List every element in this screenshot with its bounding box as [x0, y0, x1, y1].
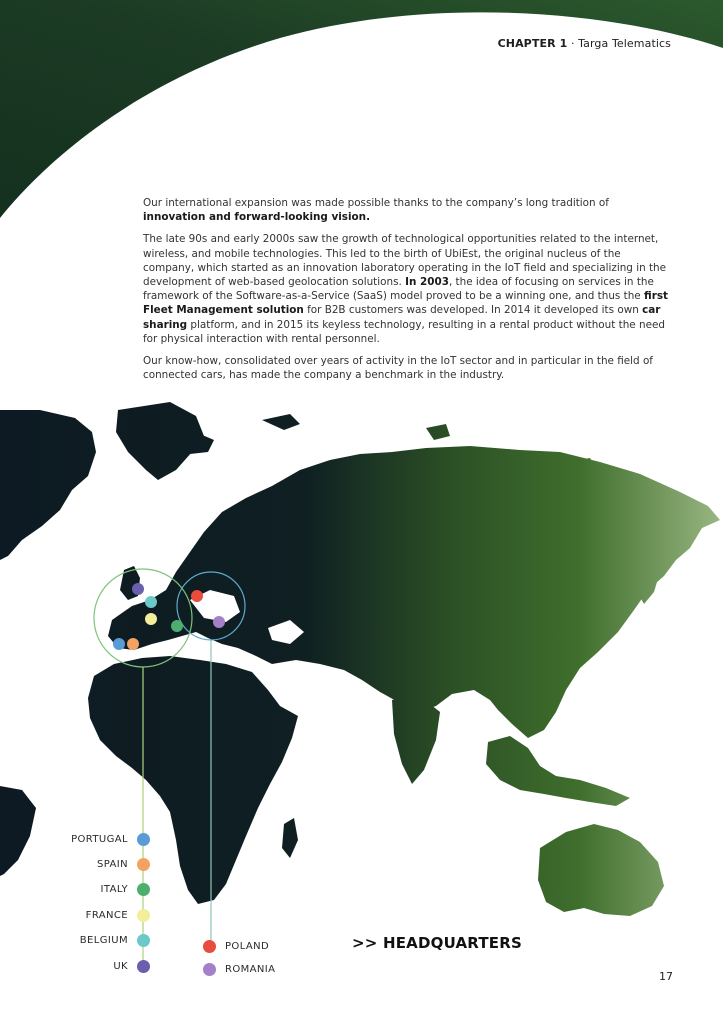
- romania-marker: [213, 616, 225, 628]
- portugal-marker: [113, 638, 125, 650]
- bold-run: first Fleet Management solution: [143, 290, 668, 317]
- bold-run: In 2003: [405, 276, 449, 289]
- bold-run: innovation and forward-looking vision.: [143, 211, 371, 224]
- legend-label: SPAIN: [96, 859, 128, 870]
- uk-dot: [137, 960, 150, 973]
- text-run: The late 90s and early 2000s saw the growth of technological opportunities related to the internet, wireless, and mobile technologies. This led to the birth of UbiEst, the original nucleus of the company, which started as an innovation laboratory operating in the IoT field and specializing in the development of web-based geolocation solutions.: [143, 233, 667, 289]
- legend-label: POLAND: [225, 941, 270, 952]
- company-name: Targa Telematics: [578, 37, 671, 50]
- legend-uk: [0, 960, 150, 973]
- text-run: , the idea of focusing on services in the framework of the Software-as-a-Service (SaaS) model proved to be a winning one, and thus the: [143, 276, 654, 303]
- text-run: Our know-how, consolidated over years of activity in the IoT sector and in particular in the field of connected cars, has made the company a benchmark in the industry.: [143, 355, 653, 382]
- legend-label: FRANCE: [85, 910, 128, 921]
- chapter-label: CHAPTER 1: [497, 37, 568, 50]
- bold-run: car sharing: [143, 304, 661, 331]
- legend-spain: [0, 858, 150, 871]
- text-run: platform, and in 2015 its keyless technology, resulting in a rental product without the need for physical interaction with rental personnel.: [143, 318, 665, 345]
- legend-label: BELGIUM: [79, 935, 128, 946]
- romania-dot: [203, 963, 216, 976]
- text-run: for B2B customers was developed. In 2014 it developed its own: [303, 304, 643, 317]
- belgium-marker: [145, 596, 157, 608]
- france-dot: [137, 909, 150, 922]
- legend-belgium: [0, 934, 150, 947]
- header-separator: ·: [570, 37, 575, 50]
- uk-marker: [132, 583, 144, 595]
- legend-label: ROMANIA: [225, 964, 276, 975]
- western-europe-circle: [94, 569, 192, 667]
- portugal-dot: [137, 833, 150, 846]
- legend-romania: [203, 963, 275, 976]
- spain-dot: [137, 858, 150, 871]
- legend-poland: [203, 940, 269, 953]
- text-run: Our international expansion was made possible thanks to the company’s long tradition of: [143, 197, 609, 209]
- legend-italy: [0, 883, 150, 896]
- italy-marker: [171, 620, 183, 632]
- italy-dot: [137, 883, 150, 896]
- spain-marker: [127, 638, 139, 650]
- legend-label: PORTUGAL: [71, 834, 128, 845]
- poland-marker: [191, 590, 203, 602]
- belgium-dot: [137, 934, 150, 947]
- france-marker: [145, 613, 157, 625]
- legend-france: [0, 909, 150, 922]
- poland-dot: [203, 940, 216, 953]
- page-number: 17: [659, 970, 673, 983]
- legend-label: ITALY: [100, 884, 128, 895]
- legend-label: UK: [113, 961, 128, 972]
- legend-portugal: [0, 833, 150, 846]
- eastern-europe-circle: [177, 572, 245, 640]
- headquarters-label: >> HEADQUARTERS: [352, 934, 523, 952]
